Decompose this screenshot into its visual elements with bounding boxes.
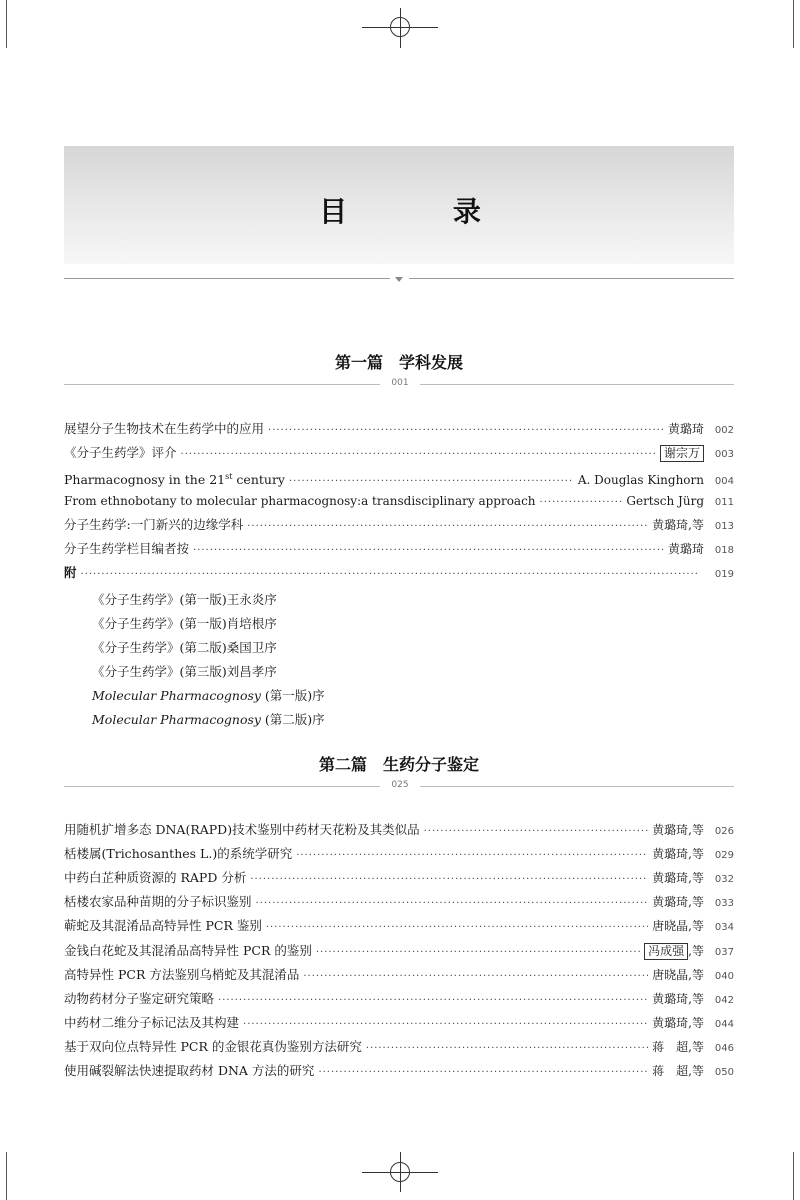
- appendix-item[interactable]: [92, 710, 712, 730]
- toc-entry[interactable]: [64, 1061, 734, 1081]
- toc-entry-title: 高特异性 PCR 方法鉴别乌梢蛇及其混淆品: [64, 967, 300, 982]
- toc-leader-dots: [250, 870, 648, 890]
- toc-entry-author: A. Douglas Kinghorn: [577, 473, 704, 488]
- toc-leader-dots: [289, 472, 574, 492]
- toc-entry[interactable]: [64, 467, 734, 487]
- toc-leader-dots: [266, 918, 648, 938]
- toc-entry-title: 《分子生药学》评介: [64, 445, 177, 460]
- part-1-name: 学科发展: [399, 353, 464, 372]
- toc-entry-page: 026: [714, 826, 734, 837]
- toc-leader-dots: [193, 541, 664, 561]
- toc-entry[interactable]: [64, 989, 734, 1009]
- crop-mark-left-top: [6, 0, 7, 48]
- toc-entry-page: 002: [714, 425, 734, 436]
- toc-entry-page: 034: [714, 922, 734, 933]
- toc-entry-author: 黄璐琦,等: [652, 992, 704, 1006]
- part-heading-1: [64, 350, 734, 373]
- appendix-item[interactable]: [92, 686, 712, 706]
- toc-leader-dots: [366, 1039, 648, 1059]
- toc-entry-title: 分子生药学栏目编者按: [64, 541, 190, 556]
- toc-entry-page: 032: [714, 874, 734, 885]
- title-rule-right: [409, 278, 734, 279]
- part-2-name: 生药分子鉴定: [383, 755, 480, 774]
- appendix-item-italic: Molecular Pharmacognosy: [92, 688, 261, 703]
- toc-entry-author: 黄璐琦: [667, 542, 704, 556]
- toc-entry[interactable]: [64, 941, 734, 961]
- part-1-rule-right: [420, 384, 734, 385]
- toc-entry-author-suffix: ,等: [688, 944, 704, 958]
- toc-entry-title: 中药白芷种质资源的 RAPD 分析: [64, 870, 247, 885]
- toc-entry-page: 004: [714, 476, 734, 488]
- toc-entry-title: 基于双向位点特异性 PCR 的金银花真伪鉴别方法研究: [64, 1039, 362, 1054]
- toc-entry[interactable]: [64, 820, 734, 840]
- appendix-item[interactable]: 《分子生药学》(第三版)刘昌孝序: [92, 664, 277, 679]
- appendix-item[interactable]: 《分子生药学》(第一版)王永炎序: [92, 592, 277, 607]
- toc-entry-author: 黄璐琦: [667, 422, 704, 436]
- toc-entry[interactable]: [64, 491, 734, 511]
- page-title: 目 录: [319, 195, 529, 228]
- toc-entry[interactable]: [64, 1013, 734, 1033]
- title-triangle-ornament: [395, 277, 403, 282]
- toc-entry-author: 黄璐琦,等: [652, 847, 704, 861]
- toc-entry-page: 037: [714, 947, 734, 958]
- part-1-rule-left: [64, 384, 380, 385]
- toc-entry-title: 用随机扩增多态 DNA(RAPD)技术鉴别中药材天花粉及其类似品: [64, 822, 420, 837]
- toc-leader-dots: [424, 822, 649, 842]
- toc-entry-title: [64, 467, 285, 490]
- appendix-item[interactable]: 《分子生药学》(第二版)桑国卫序: [92, 640, 277, 655]
- appendix-item-rest: (第二版)序: [260, 712, 325, 727]
- toc-entry-title: 分子生药学:一门新兴的边缘学科: [64, 517, 244, 532]
- toc-entry-title: 金钱白花蛇及其混淆品高特异性 PCR 的鉴别: [64, 943, 312, 958]
- toc-entry-title-pre: Pharmacognosy in the 21: [64, 472, 226, 488]
- toc-entry-page: 033: [714, 898, 734, 909]
- toc-entry-title: 栝楼属(Trichosanthes L.)的系统学研究: [64, 846, 293, 861]
- toc-leader-dots: [181, 445, 656, 465]
- crop-mark-right-top: [793, 0, 794, 48]
- part-1-page: 001: [391, 378, 409, 388]
- toc-leader-dots: [218, 991, 648, 1011]
- toc-entry-page: 011: [714, 497, 734, 508]
- toc-entry[interactable]: [64, 515, 734, 535]
- toc-entry-author: 蒋 超,等: [652, 1064, 704, 1078]
- toc-leader-dots: [243, 1015, 648, 1035]
- part-2-rule-left: [64, 786, 380, 787]
- appendix-item-italic: Molecular Pharmacognosy: [92, 712, 261, 727]
- part-2-rule-right: [420, 786, 734, 787]
- toc-entry-author: 黄璐琦,等: [652, 871, 704, 885]
- toc-entry[interactable]: [64, 443, 734, 463]
- toc-entry-page: 018: [714, 545, 734, 556]
- toc-entry-title-post: century: [232, 472, 285, 488]
- toc-leader-dots: [318, 1063, 648, 1083]
- toc-entry-author: 黄璐琦,等: [652, 895, 704, 909]
- toc-entry-author: 黄璐琦,等: [652, 518, 704, 532]
- title-rule-left: [64, 278, 390, 279]
- crop-mark-right-bottom: [793, 1152, 794, 1200]
- toc-entry-author: Gertsch Jürg: [626, 494, 704, 508]
- toc-entry-title: 栝楼农家品种苗期的分子标识鉴别: [64, 894, 252, 909]
- appendix-item[interactable]: 《分子生药学》(第一版)肖培根序: [92, 616, 277, 631]
- toc-entry-page: 050: [714, 1067, 734, 1078]
- toc-entry-title: 展望分子生物技术在生药学中的应用: [64, 421, 265, 436]
- toc-leader-dots: [268, 421, 664, 441]
- toc-entry-page: 019: [714, 569, 734, 580]
- toc-leader-dots: [256, 894, 649, 914]
- toc-entry-author: 黄璐琦,等: [652, 823, 704, 837]
- toc-leader-dots: [303, 967, 648, 987]
- part-1-number: 第一篇: [334, 353, 383, 372]
- toc-entry-page: 029: [714, 850, 734, 861]
- toc-entry-author: 蒋 超,等: [652, 1040, 704, 1054]
- toc-entry[interactable]: [64, 892, 734, 912]
- toc-entry-page: 040: [714, 971, 734, 982]
- toc-entry[interactable]: [64, 844, 734, 864]
- appendix-item-rest: (第一版)序: [260, 688, 325, 703]
- part-2-number: 第二篇: [318, 755, 367, 774]
- toc-entry-page: 044: [714, 1019, 734, 1030]
- toc-entry-page: 046: [714, 1043, 734, 1054]
- toc-entry-page: 042: [714, 995, 734, 1006]
- toc-entry[interactable]: [64, 965, 734, 985]
- part-heading-2: [64, 752, 734, 775]
- crop-mark-left-bottom: [6, 1152, 7, 1200]
- toc-entry[interactable]: [64, 1037, 734, 1057]
- toc-entry-author-boxed: 冯成强: [644, 943, 688, 960]
- toc-entry-title: From ethnobotany to molecular pharmacognosy:a transdisciplinary approach: [64, 494, 536, 508]
- registration-mark-top-circle: [390, 17, 410, 37]
- toc-leader-dots: [316, 943, 640, 963]
- toc-leader-dots: [296, 846, 648, 866]
- toc-leader-dots: [540, 493, 623, 513]
- toc-entry[interactable]: [64, 868, 734, 888]
- toc-entry[interactable]: [64, 539, 734, 559]
- toc-leader-dots: [247, 517, 648, 537]
- toc-entry-author: 唐晓晶,等: [652, 919, 704, 933]
- toc-entry-author-boxed: 谢宗万: [660, 445, 704, 462]
- toc-entry-page: 003: [714, 449, 734, 460]
- toc-entry-page: 013: [714, 521, 734, 532]
- toc-entry-title: 中药材二维分子标记法及其构建: [64, 1015, 240, 1030]
- toc-entry-author: 唐晓晶,等: [652, 968, 704, 982]
- toc-entry[interactable]: [64, 916, 734, 936]
- part-2-page: 025: [391, 780, 409, 790]
- toc-leader-dots: [81, 565, 700, 585]
- toc-entry-title: 附: [64, 565, 77, 580]
- toc-entry-author: 黄璐琦,等: [652, 1016, 704, 1030]
- toc-entry-title-sup: st: [225, 472, 233, 481]
- toc-entry-title: 使用碱裂解法快速提取药材 DNA 方法的研究: [64, 1063, 315, 1078]
- toc-entry[interactable]: [64, 419, 734, 439]
- toc-entry-title: 蕲蛇及其混淆品高特异性 PCR 鉴别: [64, 918, 262, 933]
- toc-entry-appendix[interactable]: [64, 563, 734, 583]
- registration-mark-bottom-circle: [390, 1162, 410, 1182]
- toc-entry-title: 动物药材分子鉴定研究策略: [64, 991, 215, 1006]
